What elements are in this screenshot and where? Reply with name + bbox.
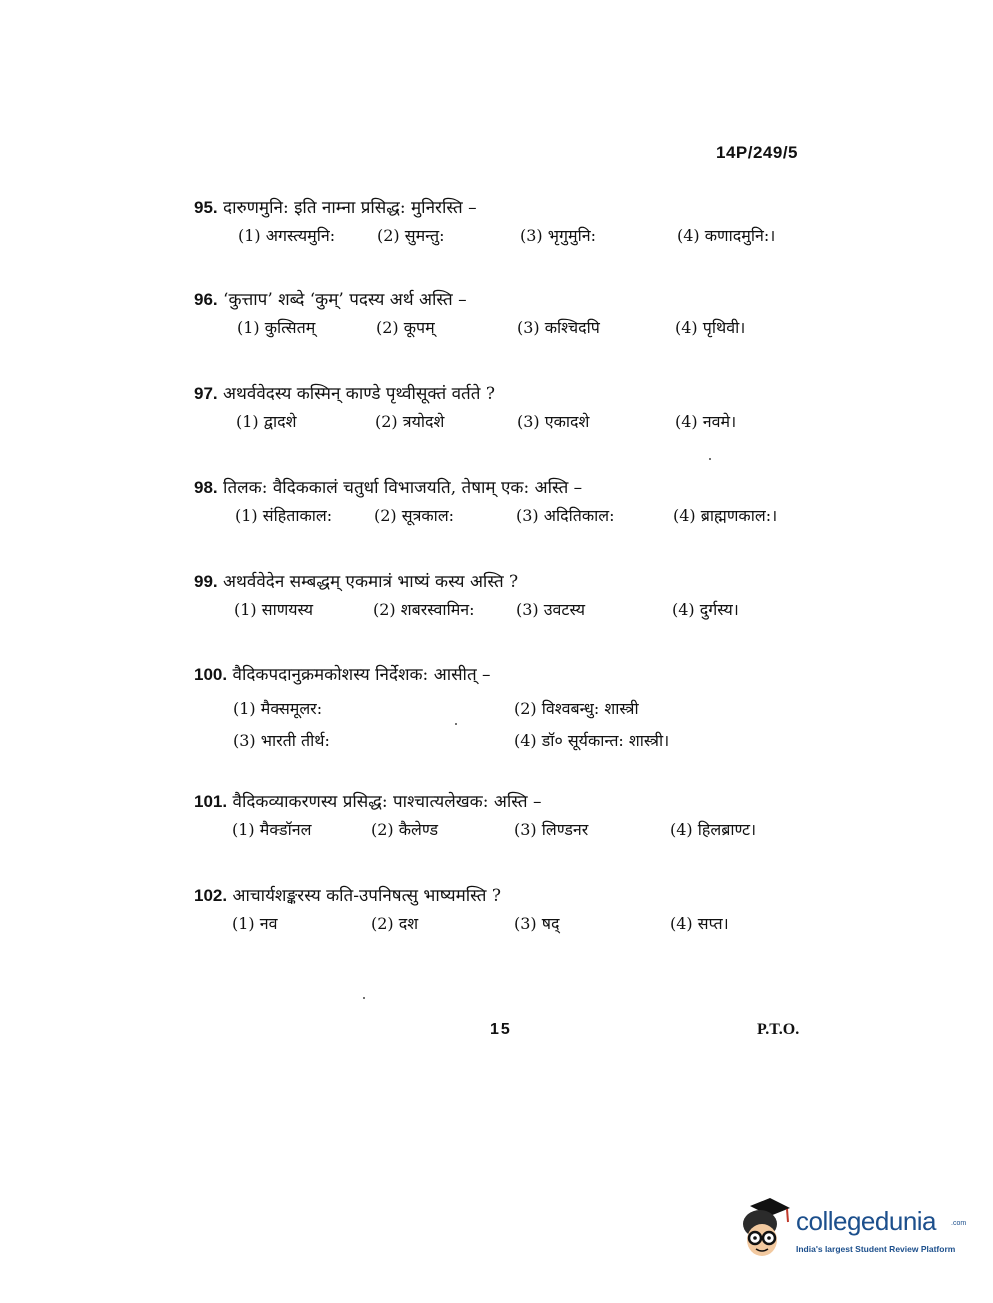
option-1: (1) कुत्सितम् [237, 318, 316, 337]
scan-speck [709, 458, 711, 460]
option-2: (2) सुमन्तु: [377, 226, 445, 245]
question-98 [194, 476, 834, 538]
option-4: (4) कणादमुनि:। [677, 226, 776, 245]
option-2: (2) सूत्रकाल: [374, 506, 455, 525]
question-100 [194, 663, 834, 755]
question-text: वैदिकव्याकरणस्य प्रसिद्ध: पाश्चात्यलेखक: अस्ति – [232, 792, 542, 812]
question-95 [194, 196, 834, 258]
question-stem [194, 476, 834, 500]
question-text: वैदिकपदानुक्रमकोशस्य निर्देशक: आसीत् – [232, 665, 491, 685]
option-4: (4) पृथिवी। [675, 318, 746, 337]
option-3: (3) भृगुमुनि: [520, 226, 596, 245]
option-1: (1) अगस्त्यमुनि: [238, 226, 336, 245]
question-102 [194, 884, 834, 946]
options-row [194, 316, 834, 350]
question-stem [194, 288, 834, 312]
question-number: 96. [194, 290, 218, 309]
question-number: 97. [194, 384, 218, 403]
option-1: (1) नव [232, 914, 278, 933]
option-3: (3) षद् [514, 914, 560, 933]
option-4: (4) डॉ० सूर्यकान्त: शास्त्री। [514, 731, 670, 750]
paper-code: 14P/249/5 [716, 143, 799, 162]
question-number: 99. [194, 572, 218, 591]
question-number: 98. [194, 478, 218, 497]
question-text: ‘कुत्ताप’ शब्दे ‘कुम्’ पदस्य अर्थ अस्ति – [223, 290, 467, 310]
logo-tagline: India's largest Student Review Platform [796, 1244, 956, 1254]
question-stem [194, 790, 834, 814]
option-1: (1) द्वादशे [236, 412, 297, 431]
option-2: (2) शबरस्वामिन: [373, 600, 475, 619]
question-101 [194, 790, 834, 852]
option-3: (3) भारती तीर्थ: [233, 731, 330, 750]
scan-speck [455, 723, 457, 725]
option-1: (1) साणयस्य [234, 600, 314, 619]
question-text: दारुणमुनि: इति नाम्ना प्रसिद्ध: मुनिरस्ति – [223, 198, 477, 218]
option-1: (1) मैक्समूलर: [233, 699, 323, 718]
question-number: 95. [194, 198, 218, 217]
option-2: (2) विश्वबन्धु: शास्त्री [514, 699, 639, 718]
question-text: अथर्ववेदेन सम्बद्धम् एकमात्रं भाष्यं कस्य अस्ति ? [223, 572, 519, 592]
question-text: तिलक: वैदिककालं चतुर्धा विभाजयति, तेषाम् एक: अस्ति – [223, 478, 583, 498]
options-row [194, 224, 834, 258]
logo-suffix: .com [951, 1220, 967, 1227]
question-text: आचार्यशङ्करस्य कति-उपनिषत्सु भाष्यमस्ति ? [232, 886, 502, 906]
option-2: (2) कैलेण्ड [371, 820, 439, 839]
scan-speck [363, 997, 365, 999]
option-4: (4) ब्राह्मणकाल:। [673, 506, 778, 525]
option-2: (2) त्रयोदशे [375, 412, 445, 431]
question-number: 102. [194, 886, 228, 905]
options-row [194, 598, 834, 632]
pto-label: P.T.O. [757, 1021, 800, 1038]
option-4: (4) नवमे। [675, 412, 737, 431]
option-4: (4) सप्त। [670, 914, 729, 933]
options-grid [194, 691, 834, 755]
option-2: (2) कूपम् [376, 318, 435, 337]
option-3: (3) लिण्डनर [514, 820, 589, 839]
question-stem [194, 570, 834, 594]
question-99 [194, 570, 834, 632]
option-4: (4) हिलब्राण्ट। [670, 820, 757, 839]
question-97 [194, 382, 834, 444]
options-row [194, 818, 834, 852]
option-4: (4) दुर्गस्य। [672, 600, 739, 619]
question-number: 101. [194, 792, 228, 811]
option-2: (2) दश [371, 914, 419, 933]
question-stem [194, 663, 834, 687]
mascot-icon [732, 1196, 794, 1266]
question-96 [194, 288, 834, 350]
question-stem [194, 196, 834, 220]
options-row [194, 912, 834, 946]
question-stem [194, 884, 834, 908]
option-3: (3) अदितिकाल: [516, 506, 615, 525]
question-text: अथर्ववेदस्य कस्मिन् काण्डे पृथ्वीसूक्तं वर्तते ? [223, 384, 495, 404]
option-3: (3) कश्चिदपि [517, 318, 600, 337]
options-row [194, 504, 834, 538]
option-3: (3) उवटस्य [516, 600, 585, 619]
logo-brand: collegedunia [796, 1206, 937, 1236]
question-number: 100. [194, 665, 228, 684]
page-number: 15 [490, 1021, 512, 1038]
option-3: (3) एकादशे [517, 412, 590, 431]
question-stem [194, 382, 834, 406]
options-row [194, 410, 834, 444]
collegedunia-watermark [732, 1196, 967, 1266]
option-1: (1) मैक्डॉनल [232, 820, 312, 839]
option-1: (1) संहिताकाल: [235, 506, 333, 525]
